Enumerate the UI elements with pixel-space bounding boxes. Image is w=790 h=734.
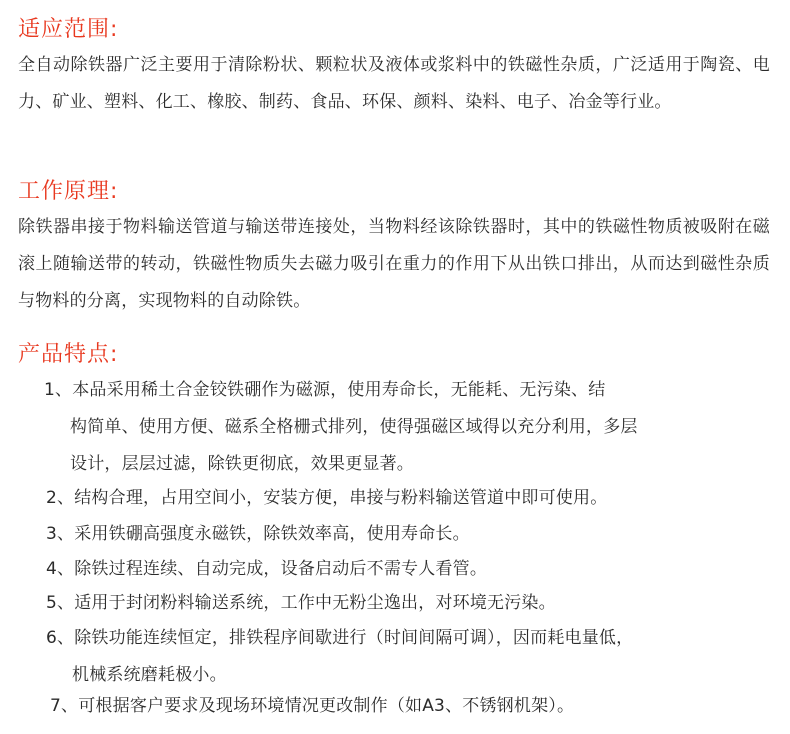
feature-number: 2、	[46, 488, 75, 508]
feature-text: 除铁功能连续恒定，排铁程序间歇进行（时间间隔可调），因而耗电量低，	[74, 628, 634, 648]
feature-item-7	[50, 688, 574, 725]
feature-text: 本品采用稀土合金铰铁硼作为磁源，使用寿命长，无能耗、无污染、结	[72, 380, 606, 400]
section-title-features: 产品特点:	[18, 342, 119, 367]
section-body-scope: 全自动除铁器广泛主要用于清除粉状、颗粒状及液体或浆料中的铁磁性杂质，广泛适用于陶瓷、电力、矿业、塑料、化工、橡胶、制药、食品、环保、颜料、染料、电子、冶金等行业。	[18, 55, 770, 112]
section-title-principle: 工作原理:	[18, 179, 119, 204]
feature-item-4	[46, 551, 487, 588]
feature-text: 机械系统磨耗极小。	[72, 665, 227, 685]
section-features	[18, 341, 770, 369]
feature-item-3	[46, 516, 470, 553]
feature-number: 3、	[46, 524, 75, 544]
feature-number: 6、	[46, 628, 75, 648]
section-body-principle: 除铁器串接于物料输送管道与输送带连接处，当物料经该除铁器时，其中的铁磁性物质被吸附在磁滚上随输送带的转动，铁磁性物质失去磁力吸引在重力的作用下从出铁口排出，从而达到磁性杂质与物料的分离，实现物料的自动除铁。	[18, 217, 770, 311]
feature-item-5	[46, 585, 556, 622]
feature-text: 设计，层层过滤，除铁更彻底，效果更显著。	[70, 454, 414, 474]
feature-text: 结构合理，占用空间小，安装方便，串接与粉料输送管道中即可使用。	[74, 488, 608, 508]
section-title-scope: 适应范围:	[18, 17, 119, 42]
feature-number: 5、	[46, 593, 75, 613]
feature-number: 4、	[46, 559, 75, 579]
feature-number: 7、	[50, 696, 79, 716]
feature-number: 1、	[44, 380, 73, 400]
section-principle	[18, 178, 770, 320]
feature-item-1	[44, 372, 638, 483]
feature-text: 可根据客户要求及现场环境情况更改制作（如A3、不锈钢机架）。	[78, 696, 575, 716]
feature-item-6	[46, 620, 633, 694]
feature-text: 除铁过程连续、自动完成，设备启动后不需专人看管。	[74, 559, 488, 579]
feature-text: 采用铁硼高强度永磁铁，除铁效率高，使用寿命长。	[74, 524, 470, 544]
section-scope	[18, 16, 770, 121]
feature-item-2	[46, 480, 607, 517]
feature-text: 适用于封闭粉料输送系统，工作中无粉尘逸出，对环境无污染。	[74, 593, 556, 613]
feature-text: 构简单、使用方便、磁系全格栅式排列，使得强磁区域得以充分利用，多层	[70, 417, 638, 437]
